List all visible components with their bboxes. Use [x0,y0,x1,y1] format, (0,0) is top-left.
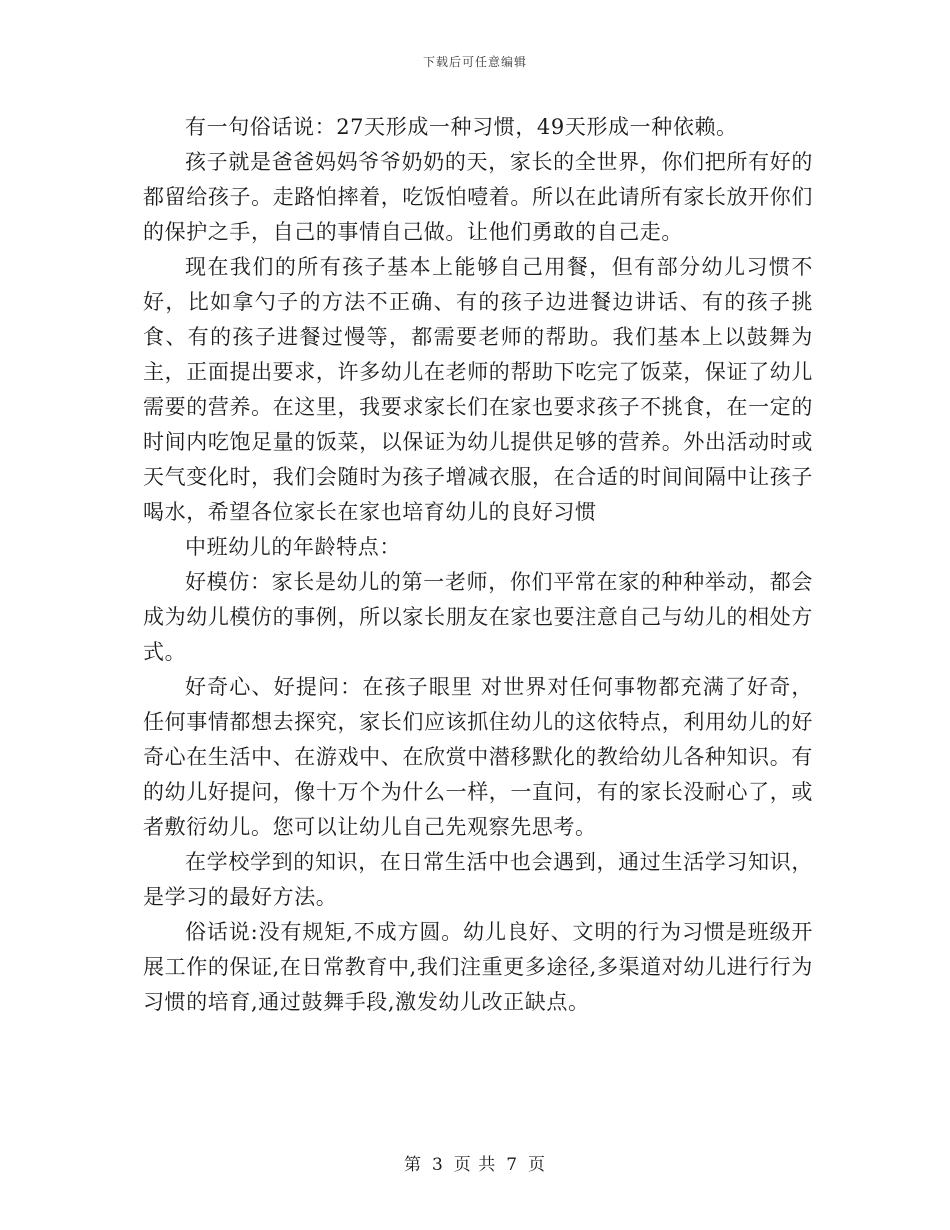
footer-suffix: 页 [528,1155,547,1175]
page-header: 下载后可任意编辑 [422,55,527,69]
paragraph-age-characteristics-heading: 中班幼儿的年龄特点： [185,535,401,559]
paragraph-rules-behavior: 俗话说:没有规矩,不成方圆。幼儿良好、文明的行为习惯是班级开展工作的保证,在日常教育中,我们注重更多途径,多渠道对幼儿进行行为习惯的培育,通过鼓舞手段,激发幼儿改正缺点。 [143,920,813,1014]
paragraph-learning-in-life: 在学校学到的知识，在日常生活中也会遇到，通过生活学习知识，是学习的最好方法。 [143,850,813,909]
paragraph-curiosity: 好奇心、好提问：在孩子眼里 对世界对任何事物都充满了好奇，任何事情都想去探究，家长们应该抓住幼儿的这依特点，利用幼儿的好奇心在生活中、在游戏中、在欣赏中潜移默化的教给幼儿各种知识。有的幼儿好提问，像十万个为什么一样，一直问，有的家长没耐心了，或者敷衍幼儿。您可以让幼儿自己先观察先思考。 [143,675,813,839]
paragraph-imitation: 好模仿：家长是幼儿的第一老师，你们平常在家的种种举动，都会成为幼儿模仿的事例，所以家长朋友在家也要注意自己与幼儿的相处方式。 [143,570,813,664]
footer-current-page: 3 [431,1155,444,1175]
page-footer [0,1150,950,1175]
paragraph-habit-saying: 有一句俗话说：27天形成一种习惯，49天形成一种依赖。 [185,115,738,139]
document-body [143,110,813,1020]
paragraph-meal-habits: 现在我们的所有孩子基本上能够自己用餐，但有部分幼儿习惯不好，比如拿勺子的方法不正确、有的孩子边进餐边讲话、有的孩子挑食、有的孩子进餐过慢等，都需要老师的帮助。我们基本上以鼓舞为主，正面提出要求，许多幼儿在老师的帮助下吃完了饭菜，保证了幼儿需要的营养。在这里，我要求家长们在家也要求孩子不挑食，在一定的时间内吃饱足量的饭菜，以保证为幼儿提供足够的营养。外出活动时或天气变化时，我们会随时为孩子增减衣服，在合适的时间间隔中让孩子喝水，希望各位家长在家也培育幼儿的良好习惯 [143,255,813,524]
footer-middle: 页 共 [453,1155,497,1175]
footer-prefix: 第 [403,1155,422,1175]
paragraph-children-care: 孩子就是爸爸妈妈爷爷奶奶的天，家长的全世界，你们把所有好的都留给孩子。走路怕摔着，吃饭怕噎着。所以在此请所有家长放开你们的保护之手，自己的事情自己做。让他们勇敢的自己走。 [143,150,813,244]
footer-total-pages: 7 [506,1155,519,1175]
